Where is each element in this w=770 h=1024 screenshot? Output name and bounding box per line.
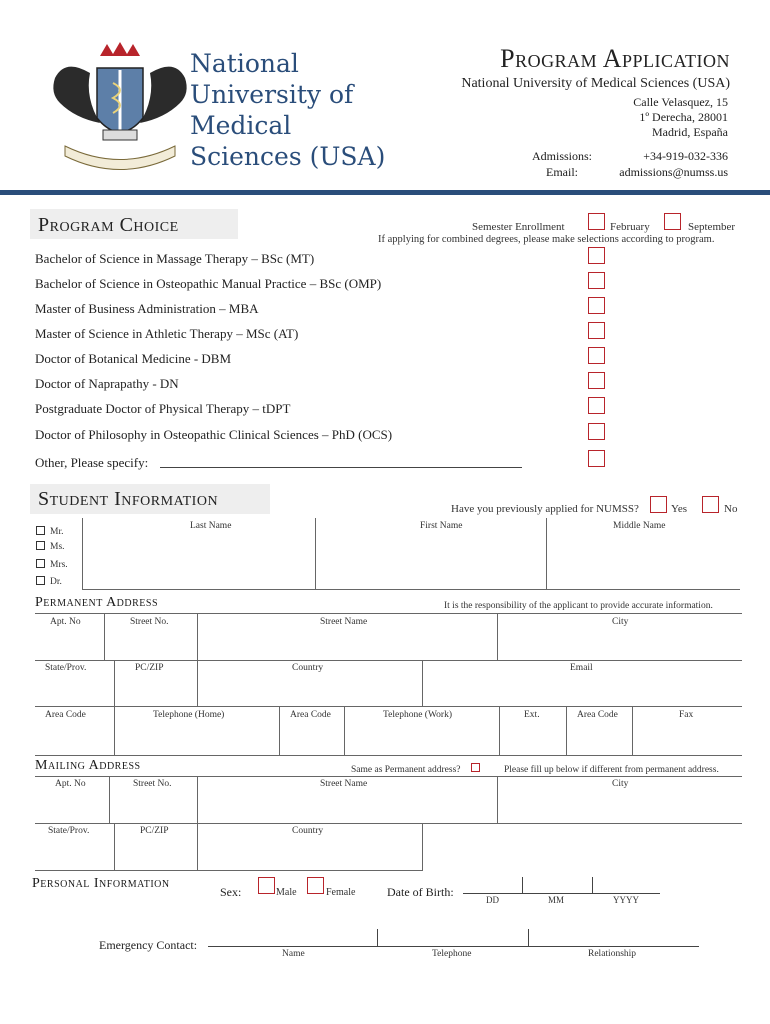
logo-line-3: Medical	[190, 111, 292, 140]
program-dbm-checkbox[interactable]	[588, 347, 605, 364]
perm-area-code-fax-label: Area Code	[577, 710, 618, 720]
logo-wordmark	[190, 48, 385, 172]
perm-tel-work-label: Telephone (Work)	[383, 710, 453, 720]
sex-female-checkbox[interactable]	[307, 877, 324, 894]
applied-no-label: No	[724, 503, 738, 515]
program-phd-ocs: Doctor of Philosophy in Osteopathic Clinical Sciences – PhD (OCS)	[35, 427, 393, 442]
program-dn: Doctor of Naprapathy - DN	[35, 376, 179, 391]
emergency-telephone-label: Telephone	[432, 949, 472, 959]
title-mrs-checkbox[interactable]	[36, 559, 45, 568]
address-line-3: Madrid, España	[652, 125, 728, 139]
perm-apt-no-label: Apt. No	[50, 617, 81, 627]
perm-ext-label: Ext.	[524, 710, 540, 720]
mail-zip-label: PC/ZIP	[140, 826, 169, 836]
address-line-2: 1º Derecha, 28001	[639, 110, 728, 124]
program-msc-at-checkbox[interactable]	[588, 322, 605, 339]
program-bsc-mt: Bachelor of Science in Massage Therapy – BSc (MT)	[35, 251, 315, 266]
program-bsc-omp: Bachelor of Science in Osteopathic Manual Practice – BSc (OMP)	[35, 276, 382, 291]
perm-area-code-home-label: Area Code	[45, 710, 86, 720]
other-specify-line[interactable]	[160, 467, 522, 468]
perm-country-label: Country	[292, 663, 324, 673]
program-bsc-omp-checkbox[interactable]	[588, 272, 605, 289]
middle-name-label: Middle Name	[613, 521, 666, 531]
permanent-address-heading: Permanent Address	[35, 595, 159, 610]
emergency-divider-1	[377, 929, 378, 946]
logo-line-1: National	[190, 49, 299, 78]
perm-email-label: Email	[570, 663, 593, 673]
september-label: September	[688, 221, 736, 233]
first-name-label: First Name	[420, 521, 463, 531]
crest-icon	[45, 38, 195, 178]
february-label: February	[610, 221, 650, 233]
applied-question: Have you previously applied for NUMSS?	[451, 503, 639, 515]
admissions-phone: +34-919-032-336	[643, 149, 728, 163]
dob-line[interactable]	[463, 893, 660, 894]
dob-divider-2	[592, 877, 593, 893]
program-other: Other, Please specify:	[35, 455, 149, 470]
title-ms-checkbox[interactable]	[36, 541, 45, 550]
form-title: Program Application	[500, 44, 730, 73]
mailing-note: Please fill up below if different from permanent address.	[504, 765, 719, 775]
applied-yes-checkbox[interactable]	[650, 496, 667, 513]
personal-info-heading: Personal Information	[32, 876, 170, 891]
september-checkbox[interactable]	[664, 213, 681, 230]
emergency-contact-label: Emergency Contact:	[99, 938, 198, 952]
mailing-address-heading: Mailing Address	[35, 758, 141, 773]
title-ms-label: Ms.	[50, 542, 65, 552]
program-tdpt-checkbox[interactable]	[588, 397, 605, 414]
dob-yyyy-label: YYYY	[613, 895, 639, 905]
perm-street-no-label: Street No.	[130, 617, 169, 627]
perm-tel-home-label: Telephone (Home)	[153, 710, 225, 720]
program-mba-checkbox[interactable]	[588, 297, 605, 314]
email-value: admissions@numss.us	[619, 165, 728, 179]
student-info-heading: Student Information	[30, 484, 270, 514]
dob-divider-1	[522, 877, 523, 893]
combined-degree-note: If applying for combined degrees, please make selections according to program.	[378, 234, 715, 245]
semester-label: Semester Enrollment	[472, 221, 565, 233]
institution-name: National University of Medical Sciences (USA)	[461, 76, 730, 91]
permanent-address-note: It is the responsibility of the applicant to provide accurate information.	[444, 601, 713, 611]
title-mrs-label: Mrs.	[50, 560, 68, 570]
perm-area-code-work-label: Area Code	[290, 710, 331, 720]
program-mba: Master of Business Administration – MBA	[35, 301, 259, 316]
sex-male-label: Male	[276, 887, 297, 898]
mail-apt-no-label: Apt. No	[55, 779, 86, 789]
mail-state-label: State/Prov.	[48, 826, 90, 836]
program-tdpt: Postgraduate Doctor of Physical Therapy – tDPT	[35, 401, 291, 416]
program-choice-heading: Program Choice	[30, 209, 238, 239]
program-phd-ocs-checkbox[interactable]	[588, 423, 605, 440]
title-dr-label: Dr.	[50, 577, 62, 587]
program-dbm: Doctor of Botanical Medicine - DBM	[35, 351, 232, 366]
title-dr-checkbox[interactable]	[36, 576, 45, 585]
last-name-label: Last Name	[190, 521, 232, 531]
mail-country-label: Country	[292, 826, 324, 836]
dob-mm-label: MM	[548, 895, 565, 905]
dob-dd-label: DD	[486, 895, 499, 905]
title-mr-label: Mr.	[50, 527, 64, 537]
logo-line-2: University of	[190, 80, 354, 109]
program-msc-at: Master of Science in Athletic Therapy – MSc (AT)	[35, 326, 299, 341]
sex-male-checkbox[interactable]	[258, 877, 275, 894]
emergency-relationship-label: Relationship	[588, 949, 637, 959]
sex-label: Sex:	[220, 885, 242, 899]
perm-state-label: State/Prov.	[45, 663, 87, 673]
applied-yes-label: Yes	[671, 503, 688, 515]
mail-street-name-label: Street Name	[320, 779, 368, 789]
perm-city-label: City	[612, 617, 629, 627]
february-checkbox[interactable]	[588, 213, 605, 230]
address-line-1: Calle Velasquez, 15	[633, 95, 728, 109]
applied-no-checkbox[interactable]	[702, 496, 719, 513]
email-label: Email:	[546, 165, 578, 179]
emergency-contact-line[interactable]	[208, 946, 699, 947]
admissions-label: Admissions:	[532, 149, 593, 163]
program-dn-checkbox[interactable]	[588, 372, 605, 389]
sex-female-label: Female	[326, 887, 356, 898]
perm-fax-label: Fax	[679, 710, 694, 720]
header-divider	[0, 190, 770, 195]
address-block	[633, 95, 728, 140]
program-bsc-mt-checkbox[interactable]	[588, 247, 605, 264]
same-as-permanent-label: Same as Permanent address?	[351, 765, 461, 775]
program-other-checkbox[interactable]	[588, 450, 605, 467]
perm-street-name-label: Street Name	[320, 617, 368, 627]
logo-line-4: Sciences (USA)	[190, 142, 386, 171]
title-mr-checkbox[interactable]	[36, 526, 45, 535]
emergency-name-label: Name	[282, 949, 305, 959]
dob-label: Date of Birth:	[387, 885, 454, 899]
mail-street-no-label: Street No.	[133, 779, 172, 789]
perm-zip-label: PC/ZIP	[135, 663, 164, 673]
mail-city-label: City	[612, 779, 629, 789]
university-logo	[45, 38, 195, 178]
same-as-permanent-checkbox[interactable]	[471, 763, 480, 772]
emergency-divider-2	[528, 929, 529, 946]
